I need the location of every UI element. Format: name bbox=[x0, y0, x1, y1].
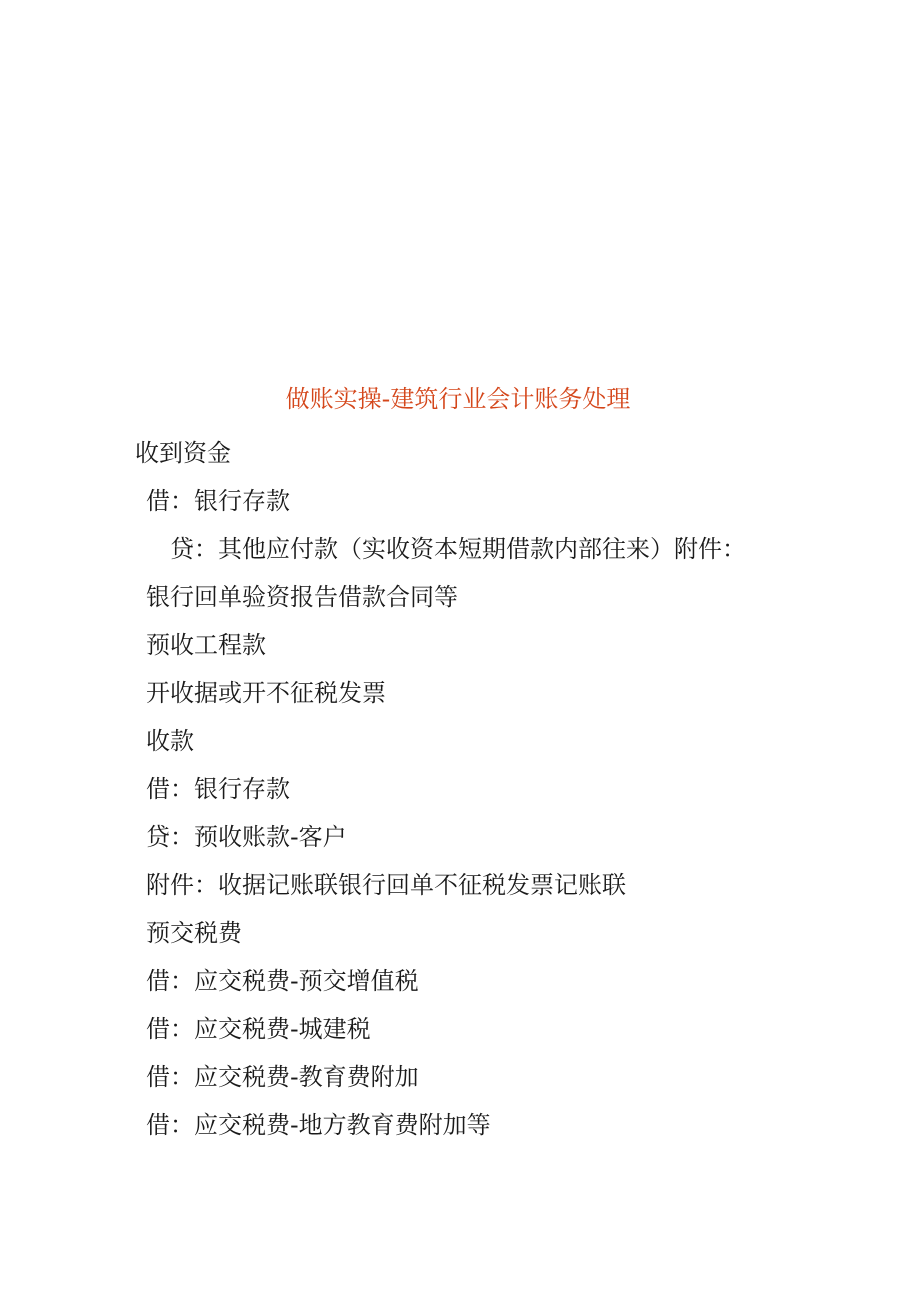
entry-debit-urban-construction-tax: 借：应交税费-城建税 bbox=[146, 1015, 371, 1043]
entry-credit-advance-receipts: 贷：预收账款-客户 bbox=[146, 823, 347, 851]
entry-debit-education-surcharge: 借：应交税费-教育费附加 bbox=[146, 1063, 419, 1091]
document-title: 做账实操-建筑行业会计账务处理 bbox=[285, 385, 631, 413]
entry-debit-bank-deposit-2: 借：银行存款 bbox=[146, 775, 290, 803]
section-heading-receive-funds: 收到资金 bbox=[135, 439, 231, 467]
attachment-line: 银行回单验资报告借款合同等 bbox=[146, 583, 458, 611]
attachment-line-2: 附件：收据记账联银行回单不征税发票记账联 bbox=[146, 871, 626, 899]
entry-debit-local-education-surcharge: 借：应交税费-地方教育费附加等 bbox=[146, 1111, 491, 1139]
section-heading-advance-receipts: 预收工程款 bbox=[146, 631, 266, 659]
entry-debit-prepaid-vat: 借：应交税费-预交增值税 bbox=[146, 967, 419, 995]
section-heading-collection: 收款 bbox=[146, 727, 194, 755]
entry-debit-bank-deposit: 借：银行存款 bbox=[146, 487, 290, 515]
text-line: 开收据或开不征税发票 bbox=[146, 679, 386, 707]
section-heading-prepaid-taxes: 预交税费 bbox=[146, 919, 242, 947]
entry-credit-other-payables: 贷：其他应付款（实收资本短期借款内部往来）附件： bbox=[170, 535, 746, 563]
